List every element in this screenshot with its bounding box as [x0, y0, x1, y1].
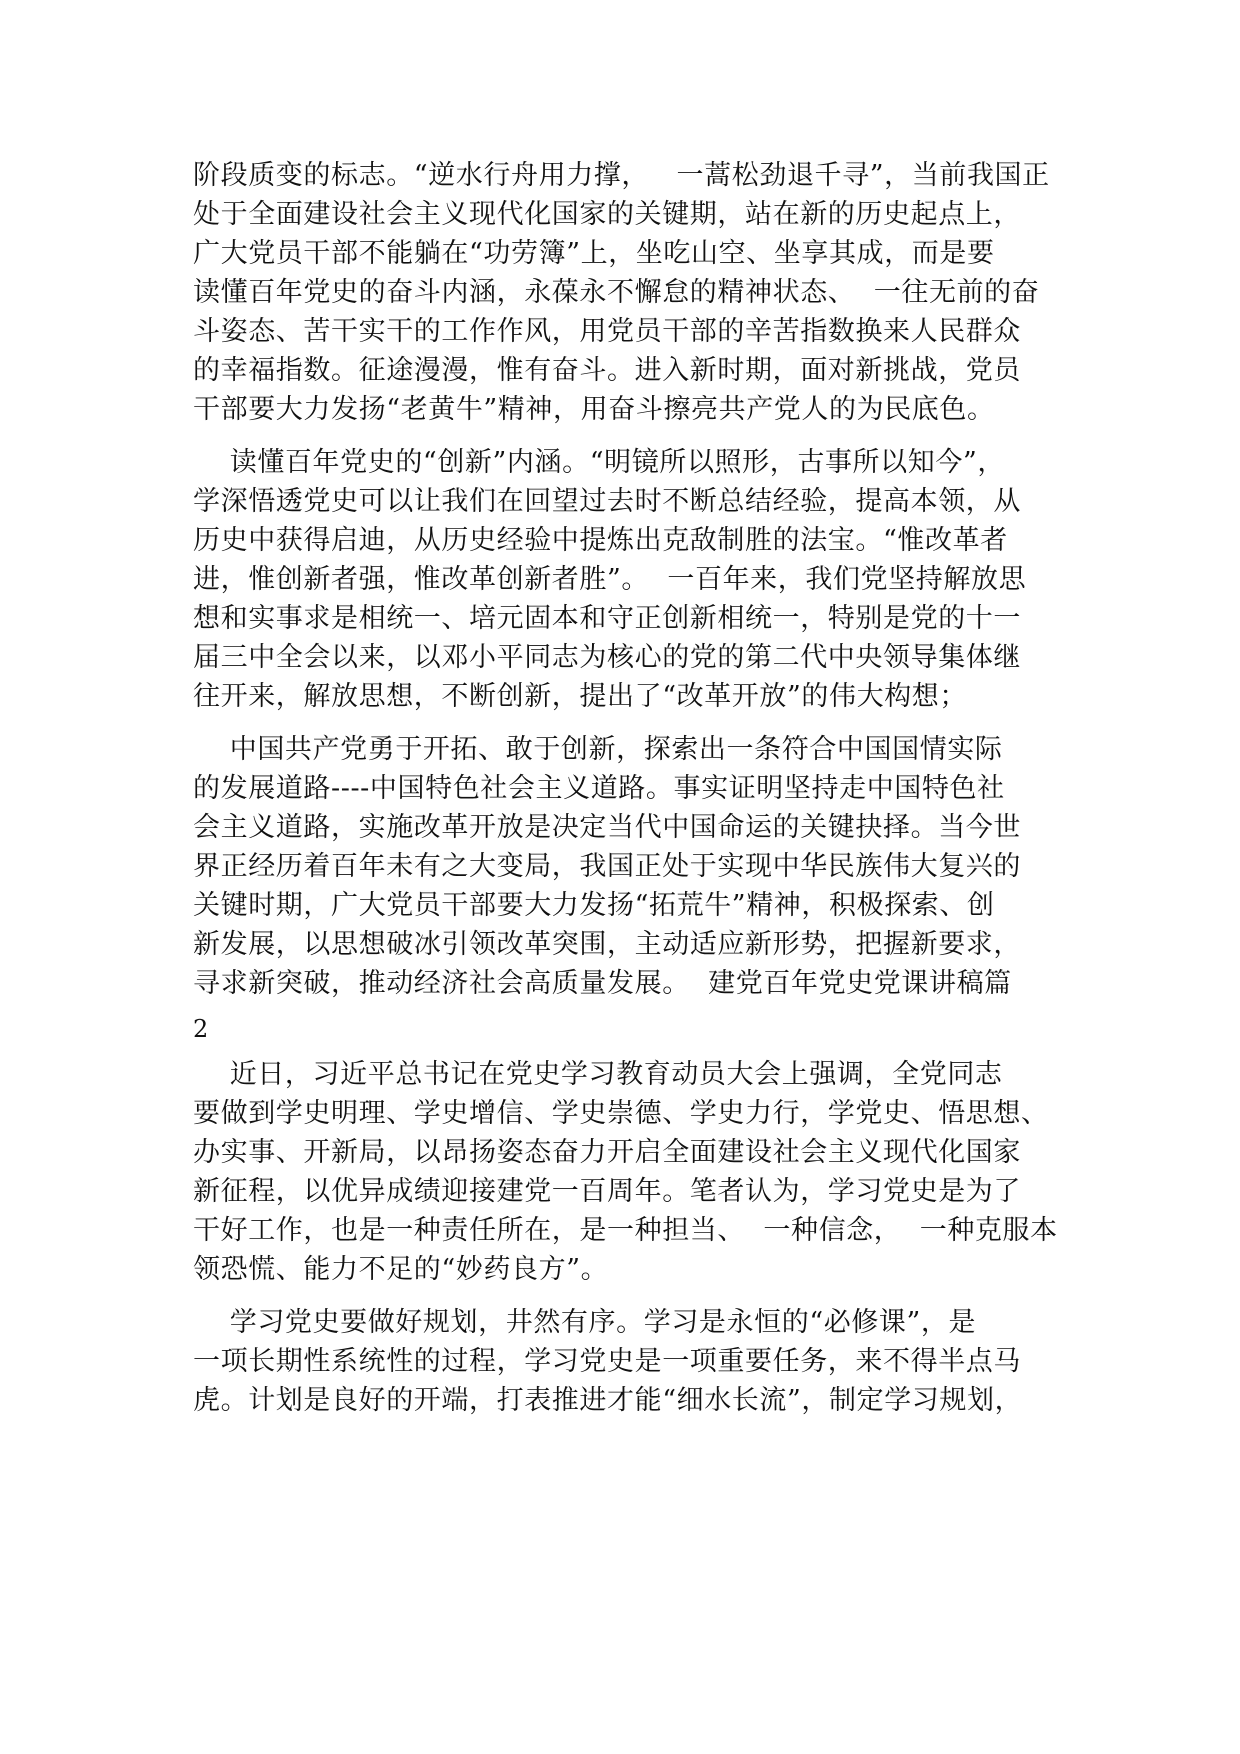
text-line: 寻求新突破，推动经济社会高质量发展。 建党百年党史党课讲稿篇 — [193, 968, 1012, 999]
text-line: 近日，习近平总书记在党史学习教育动员大会上强调，全党同志 — [193, 1059, 1003, 1090]
text-line: 读懂百年党史的奋斗内涵，永葆永不懈怠的精神状态、 一往无前的奋 — [193, 277, 1040, 308]
text-line: 干好工作，也是一种责任所在，是一种担当、 一种信念， 一种克服本 — [193, 1215, 1058, 1246]
paragraph-spacer — [193, 429, 1055, 443]
text-line: 关键时期，广大党员干部要大力发扬“拓荒牛”精神，积极探索、创 — [193, 890, 995, 921]
text-line: 斗姿态、苦干实干的工作作风，用党员干部的辛苦指数换来人民群众 — [193, 316, 1021, 347]
text-line: 干部要大力发扬“老黄牛”精神，用奋斗擦亮共产党人的为民底色。 — [193, 394, 995, 425]
text-line: 想和实事求是相统一、培元固本和守正创新相统一，特别是党的十一 — [193, 603, 1021, 634]
text-line: 虎。计划是良好的开端，打表推进才能“细水长流”，制定学习规划， — [193, 1385, 1023, 1416]
text-line: 往开来，解放思想，不断创新，提出了“改革开放”的伟大构想； — [193, 681, 968, 712]
text-line: 处于全面建设社会主义现代化国家的关键期，站在新的历史起点上， — [193, 199, 1021, 230]
paragraph-spacer — [193, 716, 1055, 730]
text-line: 进，惟创新者强，惟改革创新者胜”。 一百年来，我们党坚持解放思 — [193, 564, 1027, 595]
text-line: 广大党员干部不能躺在“功劳簿”上，坐吃山空、坐享其成，而是要 — [193, 238, 995, 269]
page-number: 2 — [193, 1015, 209, 1043]
text-line: 学习党史要做好规划，井然有序。学习是永恒的“必修课”，是 — [193, 1307, 977, 1338]
text-line: 会主义道路，实施改革开放是决定当代中国命运的关键抉择。当今世 — [193, 812, 1021, 843]
text-line: 办实事、开新局，以昂扬姿态奋力开启全面建设社会主义现代化国家 — [193, 1137, 1021, 1168]
text-line: 的幸福指数。征途漫漫，惟有奋斗。进入新时期，面对新挑战，党员 — [193, 355, 1021, 386]
text-line: 中国共产党勇于开拓、敢于创新，探索出一条符合中国国情实际 — [193, 734, 1003, 765]
paragraph-5 — [193, 1303, 1055, 1420]
text-line: 领恐慌、能力不足的“妙药良方”。 — [193, 1254, 609, 1285]
text-line: 要做到学史明理、学史增信、学史崇德、学史力行，学党史、悟思想、 — [193, 1098, 1049, 1129]
text-line: 界正经历着百年未有之大变局，我国正处于实现中华民族伟大复兴的 — [193, 851, 1021, 882]
text-line: 届三中全会以来，以邓小平同志为核心的党的第二代中央领导集体继 — [193, 642, 1021, 673]
paragraph-1 — [193, 156, 1055, 429]
paragraph-3 — [193, 730, 1055, 1003]
document-body — [193, 156, 1058, 1420]
text-line: 历史中获得启迪，从历史经验中提炼出克敌制胜的法宝。“惟改革者 — [193, 525, 1008, 556]
text-line: 新征程，以优异成绩迎接建党一百周年。笔者认为，学习党史是为了 — [193, 1176, 1021, 1207]
text-line: 读懂百年党史的“创新”内涵。“明镜所以照形，古事所以知今”， — [193, 447, 1005, 478]
paragraph-spacer — [193, 1289, 1055, 1303]
text-line: 一项长期性系统性的过程，学习党史是一项重要任务，来不得半点马 — [193, 1346, 1021, 1377]
paragraph-2 — [193, 443, 1055, 716]
text-line: 新发展，以思想破冰引领改革突围，主动适应新形势，把握新要求， — [193, 929, 1021, 960]
text-line: 学深悟透党史可以让我们在回望过去时不断总结经验，提高本领，从 — [193, 486, 1021, 517]
text-line: 的发展道路----中国特色社会主义道路。事实证明坚持走中国特色社 — [193, 773, 1005, 804]
text-line: 阶段质变的标志。“逆水行舟用力撑， 一蒿松劲退千寻”，当前我国正 — [193, 160, 1050, 191]
paragraph-4 — [193, 1055, 1058, 1289]
